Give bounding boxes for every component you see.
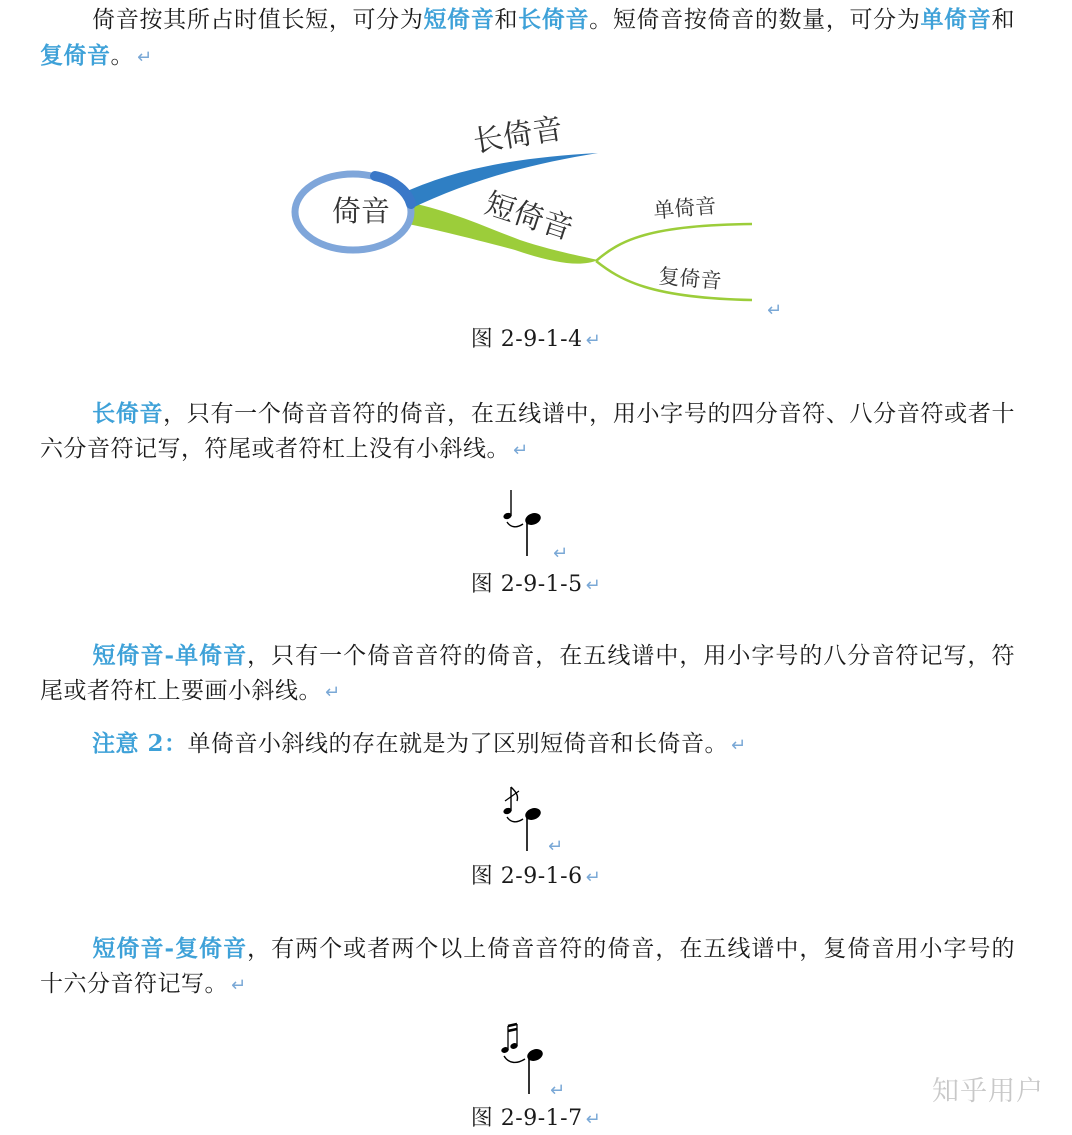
term-single-appoggiatura: 单倚音 — [920, 6, 992, 33]
term-short-appoggiatura: 短倚音 — [423, 6, 495, 33]
return-mark: ↵ — [325, 682, 341, 703]
figure-caption-4: 图 2-9-1-4 ↵ — [470, 327, 602, 352]
intro-paragraph: 倚音按其所占时值长短，可分为短倚音和长倚音。短倚音按倚音的数量，可分为单倚音和复倚音。 ↵ — [40, 6, 1016, 69]
mindmap-diagram — [280, 100, 800, 330]
single-label: 单倚音 — [652, 193, 718, 223]
term-multiple-appoggiatura: 复倚音 — [40, 42, 111, 69]
center-label: 倚音 — [331, 194, 391, 228]
return-mark: ↵ — [513, 440, 529, 461]
long-appoggiatura-notation — [495, 486, 555, 561]
multiple-appoggiatura-notation — [495, 1018, 555, 1098]
multiple-appoggiatura-paragraph: 短倚音-复倚音，有两个或者两个以上倚音音符的倚音，在五线谱中，复倚音用小字号的十六分音符记写。 ↵ — [40, 935, 1016, 997]
return-mark: ↵ — [553, 543, 569, 564]
return-mark: ↵ — [585, 867, 602, 888]
single-branch — [596, 224, 752, 261]
single-appoggiatura-paragraph: 短倚音-单倚音，只有一个倚音音符的倚音，在五线谱中，用小字号的八分音符记写，符尾或者符杠上要画小斜线。 ↵ — [40, 642, 1016, 704]
return-mark: ↵ — [585, 575, 602, 596]
term-long-appoggiatura: 长倚音 — [518, 6, 590, 33]
figure-caption-5: 图 2-9-1-5 ↵ — [470, 572, 602, 597]
return-mark: ↵ — [550, 1080, 566, 1101]
watermark: 知乎用户 — [932, 1076, 1044, 1107]
short-label: 短倚音 — [480, 186, 577, 248]
return-mark: ↵ — [585, 330, 602, 351]
single-appoggiatura-notation — [495, 781, 555, 856]
term-short-multiple: 短倚音-复倚音 — [92, 935, 248, 962]
return-mark: ↵ — [231, 975, 247, 996]
multiple-label: 复倚音 — [657, 264, 723, 294]
return-mark: ↵ — [585, 1109, 602, 1130]
figure-caption-6: 图 2-9-1-6 ↵ — [470, 864, 602, 889]
return-mark: ↵ — [548, 836, 564, 857]
note-paragraph: 注意 2：单倚音小斜线的存在就是为了区别短倚音和长倚音。 ↵ — [92, 730, 747, 757]
term-short-single: 短倚音-单倚音 — [92, 642, 248, 669]
long-label: 长倚音 — [470, 111, 566, 160]
long-appoggiatura-paragraph: 长倚音，只有一个倚音音符的倚音，在五线谱中，用小字号的四分音符、八分音符或者十六分音符记写，符尾或者符杠上没有小斜线。 ↵ — [40, 400, 1016, 462]
return-mark: ↵ — [767, 300, 783, 321]
return-mark: ↵ — [731, 735, 747, 756]
term-long-appoggiatura: 长倚音 — [92, 400, 164, 427]
figure-caption-7: 图 2-9-1-7 ↵ — [470, 1106, 602, 1131]
note-label: 注意 2： — [92, 730, 188, 757]
return-mark: ↵ — [137, 47, 153, 68]
